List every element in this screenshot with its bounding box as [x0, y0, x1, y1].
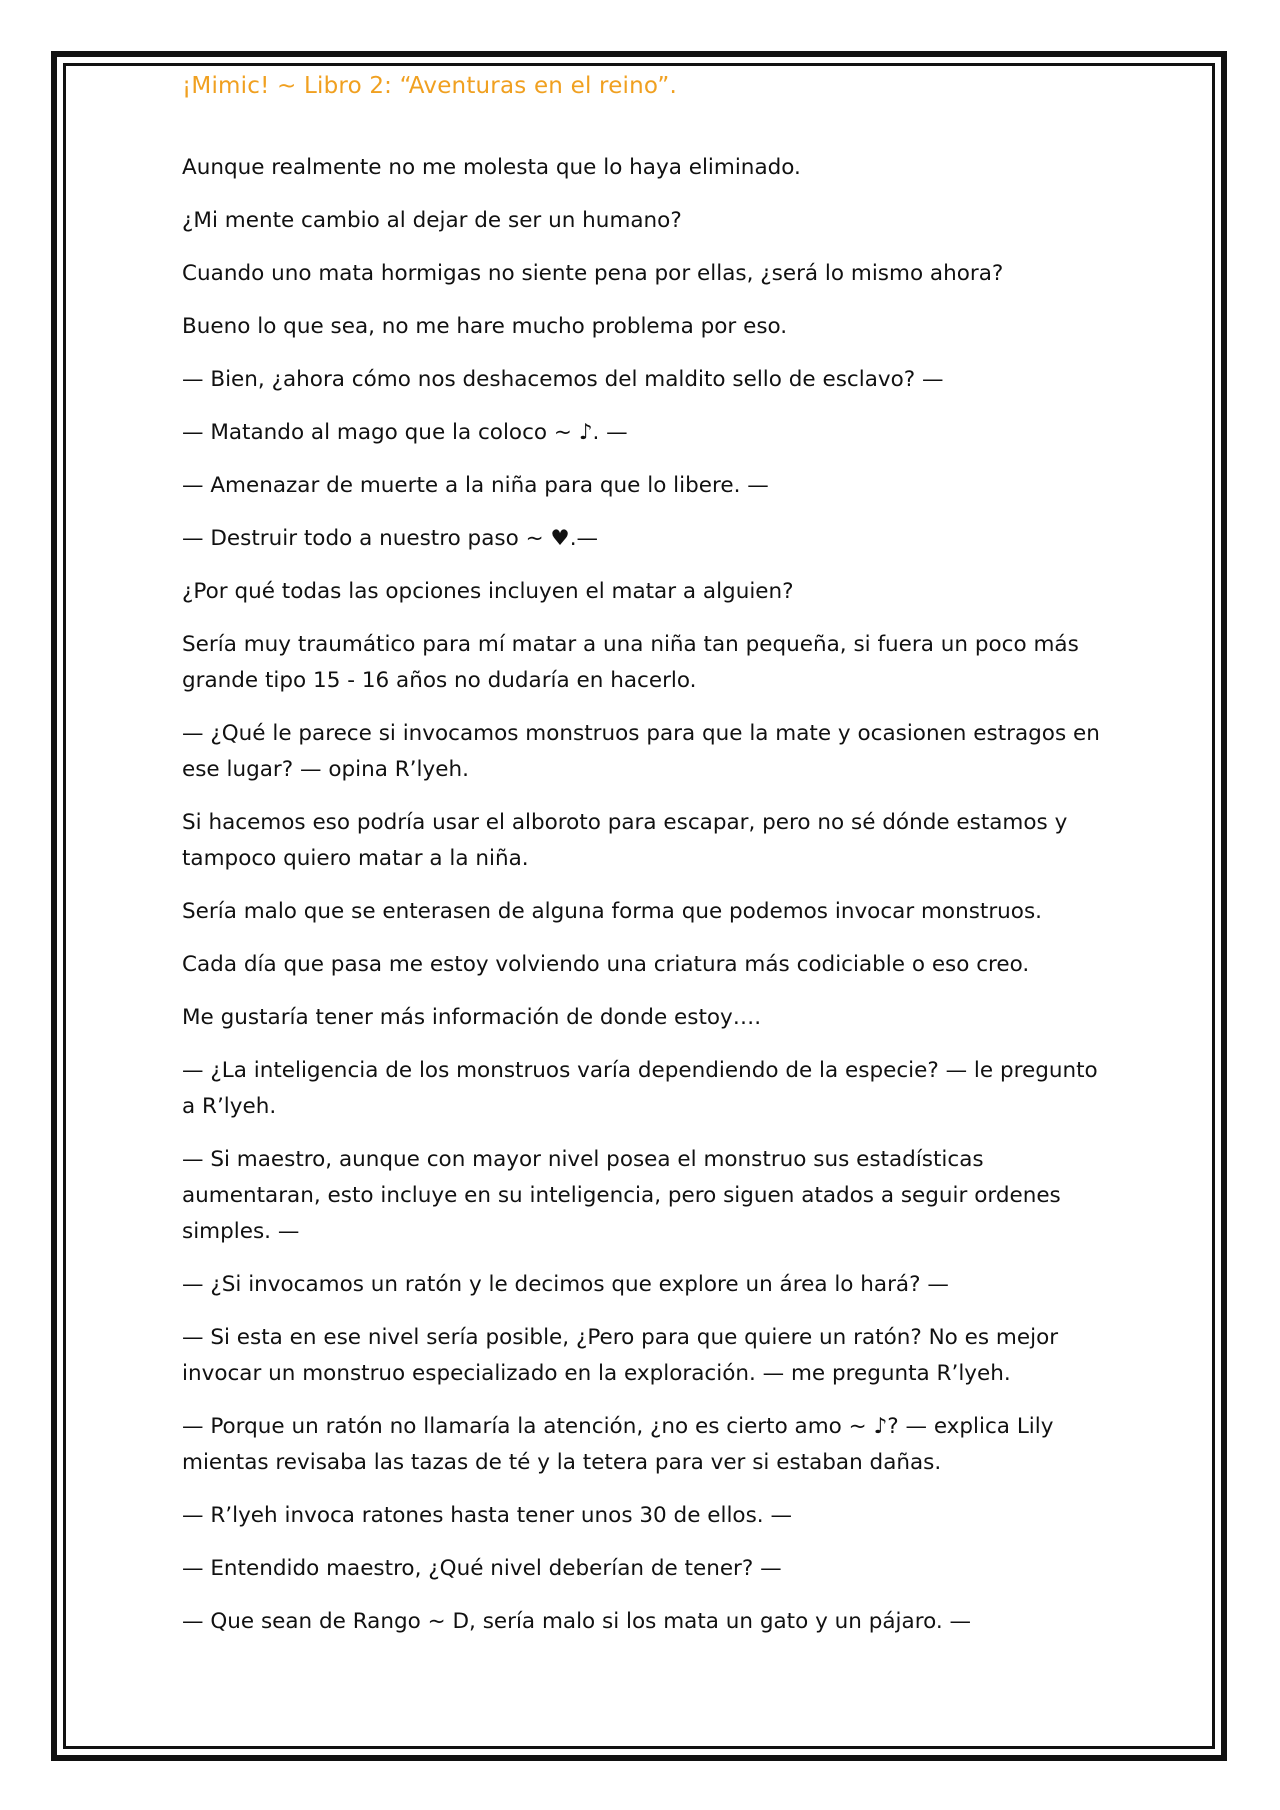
paragraph: — Destruir todo a nuestro paso ~ ♥.— — [182, 526, 599, 551]
paragraph: — Amenazar de muerte a la niña para que lo libere. — — [182, 473, 769, 498]
paragraph: Cuando uno mata hormigas no siente pena por ellas, ¿será lo mismo ahora? — [182, 261, 1004, 286]
paragraph: Sería malo que se enterasen de alguna forma que podemos invocar monstruos. — [182, 899, 1042, 924]
paragraph: — ¿Si invocamos un ratón y le decimos que explore un área lo hará? — — [182, 1272, 949, 1297]
paragraph: Me gustaría tener más información de donde estoy…. — [182, 1005, 762, 1030]
paragraph: — ¿La inteligencia de los monstruos varía dependiendo de la especie? — le pregunto a R’lyeh. — [182, 1058, 1098, 1119]
paragraph: — Bien, ¿ahora cómo nos deshacemos del maldito sello de esclavo? — — [182, 367, 944, 392]
paragraph: — Entendido maestro, ¿Qué nivel deberían de tener? — — [182, 1556, 782, 1581]
paragraph: — Que sean de Rango ~ D, sería malo si los mata un gato y un pájaro. — — [182, 1609, 972, 1634]
paragraph: — R’lyeh invoca ratones hasta tener unos 30 de ellos. — — [182, 1503, 792, 1528]
text-body — [182, 150, 1102, 1657]
paragraph: — Matando al mago que la coloco ~ ♪. — — [182, 420, 628, 445]
paragraph: Bueno lo que sea, no me hare mucho problema por eso. — [182, 314, 788, 339]
paragraph: Si hacemos eso podría usar el alboroto para escapar, pero no sé dónde estamos y tampoco quiero matar a la niña. — [182, 810, 1068, 871]
paragraph: — Si maestro, aunque con mayor nivel posea el monstruo sus estadísticas aumentaran, esto incluye en su inteligencia, pero siguen atados a seguir ordenes simples. — — [182, 1147, 1061, 1244]
paragraph: ¿Por qué todas las opciones incluyen el matar a alguien? — [182, 579, 794, 604]
book-header: ¡Mimic! ~ Libro 2: “Aventuras en el reino”. — [182, 73, 677, 99]
paragraph: Cada día que pasa me estoy volviendo una criatura más codiciable o eso creo. — [182, 952, 1030, 977]
paragraph: — ¿Qué le parece si invocamos monstruos para que la mate y ocasionen estragos en ese lugar? — opina R’lyeh. — [182, 721, 1100, 782]
paragraph: — Porque un ratón no llamaría la atención, ¿no es cierto amo ~ ♪? — explica Lily mientas revisaba las tazas de té y la tetera para ver si estaban dañas. — [182, 1414, 1054, 1475]
paragraph: — Si esta en ese nivel sería posible, ¿Pero para que quiere un ratón? No es mejor invocar un monstruo especializado en la exploración. — me pregunta R’lyeh. — [182, 1325, 1059, 1386]
paragraph: Aunque realmente no me molesta que lo haya eliminado. — [182, 155, 801, 180]
paragraph: ¿Mi mente cambio al dejar de ser un humano? — [182, 208, 682, 233]
paragraph: Sería muy traumático para mí matar a una niña tan pequeña, si fuera un poco más grande tipo 15 - 16 años no dudaría en hacerlo. — [182, 632, 1079, 693]
